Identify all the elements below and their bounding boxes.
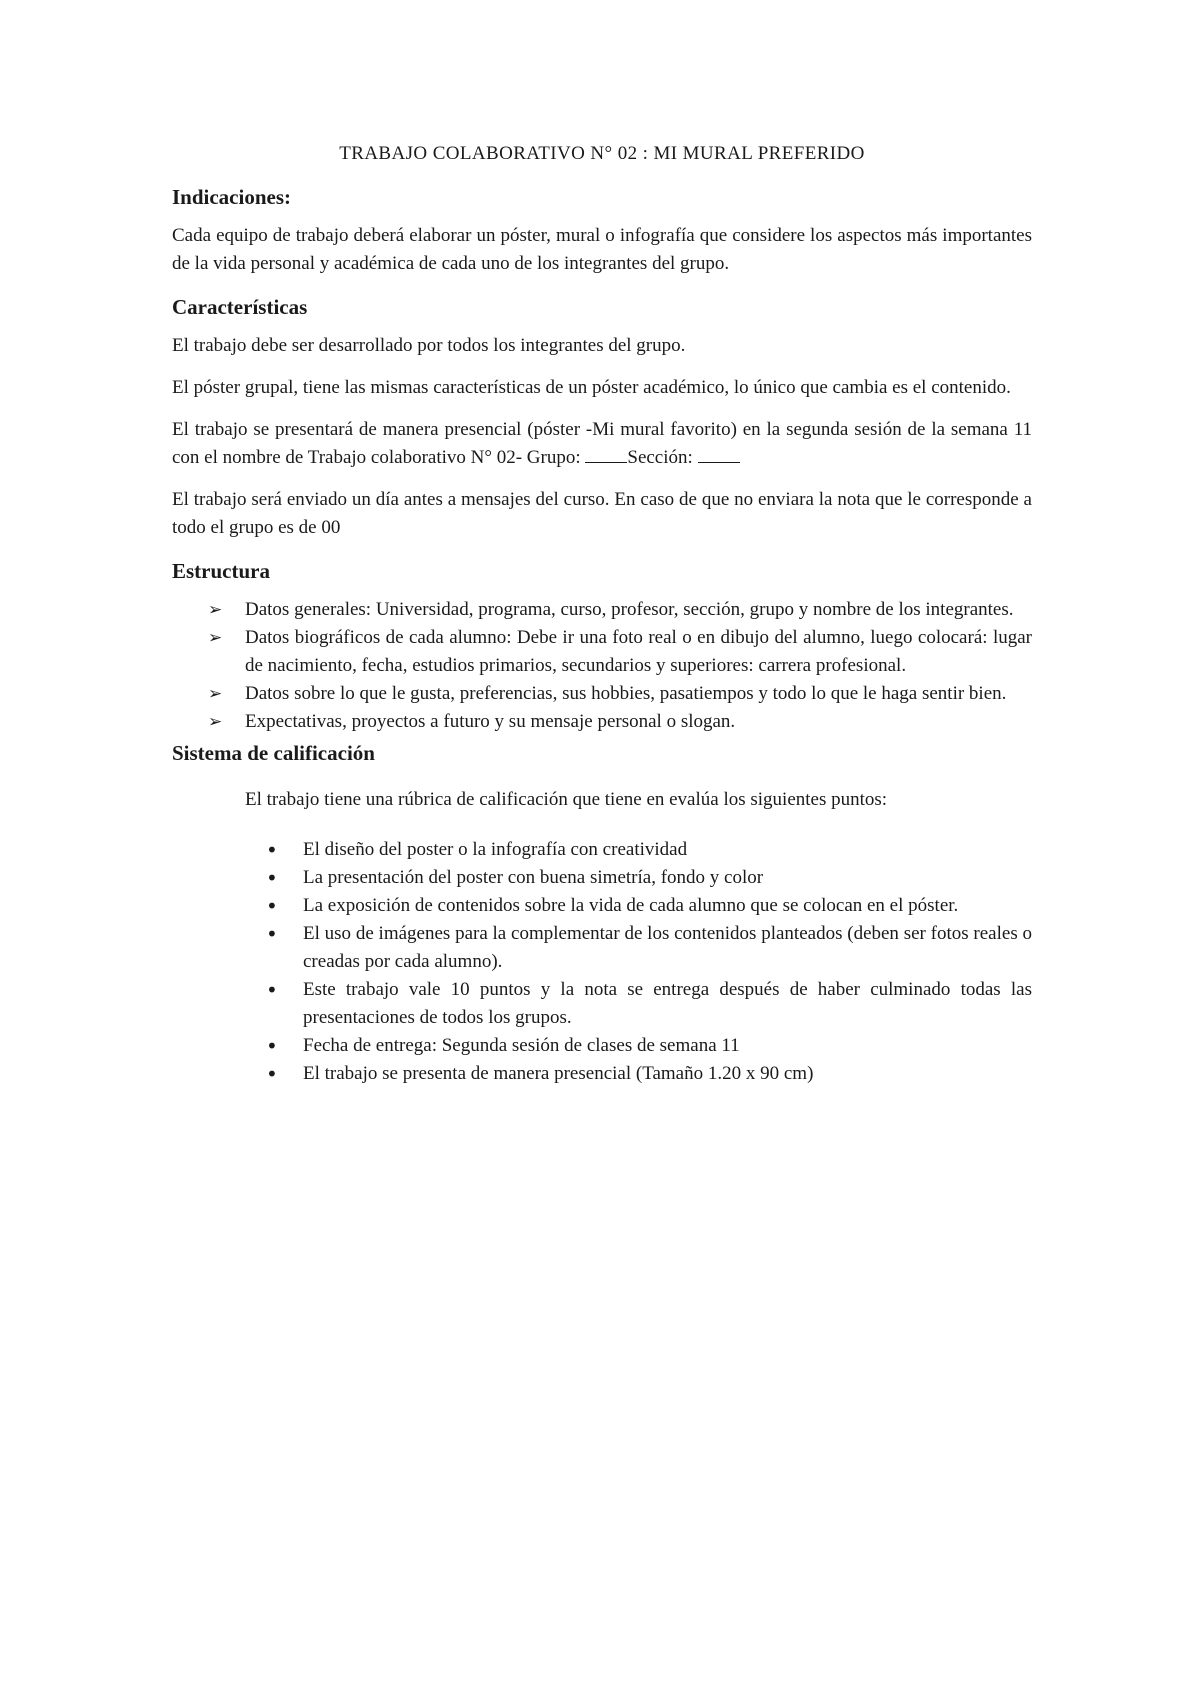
caracteristicas-paragraph-4: El trabajo será enviado un día antes a mensajes del curso. En caso de que no enviara la nota que le corresponde a todo el grupo es de 00 bbox=[172, 489, 1032, 538]
list-item bbox=[172, 680, 1032, 708]
list-item bbox=[172, 920, 1032, 976]
calificacion-intro: El trabajo tiene una rúbrica de calificación que tiene en evalúa los siguientes puntos: bbox=[245, 789, 888, 810]
list-item bbox=[172, 864, 1032, 892]
list-item bbox=[172, 624, 1032, 680]
calificacion-heading: Sistema de calificación bbox=[172, 741, 375, 765]
list-item bbox=[172, 596, 1032, 624]
caracteristicas-paragraph-3 bbox=[172, 416, 1032, 472]
dot-bullet-icon: • bbox=[266, 922, 278, 946]
grupo-blank-line bbox=[585, 444, 627, 463]
caracteristicas-heading: Características bbox=[172, 295, 308, 319]
list-item-text: El diseño del poster o la infografía con creatividad bbox=[303, 839, 688, 860]
indicaciones-heading: Indicaciones: bbox=[172, 185, 292, 209]
dot-bullet-icon: • bbox=[266, 1062, 278, 1086]
arrow-bullet-icon: ➢ bbox=[208, 628, 223, 648]
list-item-text: El uso de imágenes para la complementar de los contenidos planteados (deben ser fotos reales o creadas por cada alumno). bbox=[303, 923, 1032, 972]
list-item bbox=[172, 836, 1032, 864]
dot-bullet-icon: • bbox=[266, 838, 278, 862]
dot-bullet-icon: • bbox=[266, 866, 278, 890]
arrow-bullet-icon: ➢ bbox=[208, 684, 223, 704]
list-item bbox=[172, 1060, 1032, 1088]
dot-bullet-icon: • bbox=[266, 978, 278, 1002]
arrow-bullet-icon: ➢ bbox=[208, 600, 223, 620]
list-item-text: Datos generales: Universidad, programa, curso, profesor, sección, grupo y nombre de los integrantes. bbox=[245, 599, 1014, 620]
caracteristicas-paragraph-1: El trabajo debe ser desarrollado por todos los integrantes del grupo. bbox=[172, 335, 686, 356]
document-title: TRABAJO COLABORATIVO N° 02 : MI MURAL PREFERIDO bbox=[339, 143, 865, 164]
list-item-text: Este trabajo vale 10 puntos y la nota se entrega después de haber culminado todas las presentaciones de todos los grupos. bbox=[303, 979, 1032, 1028]
list-item bbox=[172, 708, 1032, 736]
document-page bbox=[172, 140, 1032, 1088]
list-item bbox=[172, 976, 1032, 1032]
paragraph-3-text: El trabajo se presentará de manera presencial (póster -Mi mural favorito) en la segunda sesión de la semana 11 con el nombre de Trabajo colaborativo N° 02- Grupo: bbox=[172, 419, 1032, 468]
list-item-text: Datos biográficos de cada alumno: Debe ir una foto real o en dibujo del alumno, luego colocará: lugar de nacimiento, fecha, estudios primarios, secundarios y superiores: carrera profesional. bbox=[245, 627, 1032, 676]
seccion-blank-line bbox=[698, 444, 740, 463]
dot-bullet-icon: • bbox=[266, 1034, 278, 1058]
seccion-label: Sección: bbox=[627, 447, 698, 468]
list-item bbox=[172, 1032, 1032, 1060]
list-item bbox=[172, 892, 1032, 920]
estructura-heading: Estructura bbox=[172, 559, 270, 583]
list-item-text: Expectativas, proyectos a futuro y su mensaje personal o slogan. bbox=[245, 711, 736, 732]
list-item-text: La exposición de contenidos sobre la vida de cada alumno que se colocan en el póster. bbox=[303, 895, 959, 916]
list-item-text: La presentación del poster con buena simetría, fondo y color bbox=[303, 867, 764, 888]
estructura-list bbox=[172, 596, 1032, 736]
list-item-text: Fecha de entrega: Segunda sesión de clases de semana 11 bbox=[303, 1035, 740, 1056]
list-item-text: El trabajo se presenta de manera presencial (Tamaño 1.20 x 90 cm) bbox=[303, 1063, 814, 1084]
list-item-text: Datos sobre lo que le gusta, preferencias, sus hobbies, pasatiempos y todo lo que le haga sentir bien. bbox=[245, 683, 1007, 704]
caracteristicas-paragraph-2: El póster grupal, tiene las mismas características de un póster académico, lo único que cambia es el contenido. bbox=[172, 377, 1011, 398]
arrow-bullet-icon: ➢ bbox=[208, 712, 223, 732]
indicaciones-text: Cada equipo de trabajo deberá elaborar un póster, mural o infografía que considere los aspectos más importantes de la vida personal y académica de cada uno de los integrantes del grupo. bbox=[172, 225, 1032, 274]
calificacion-list bbox=[172, 836, 1032, 1088]
dot-bullet-icon: • bbox=[266, 894, 278, 918]
